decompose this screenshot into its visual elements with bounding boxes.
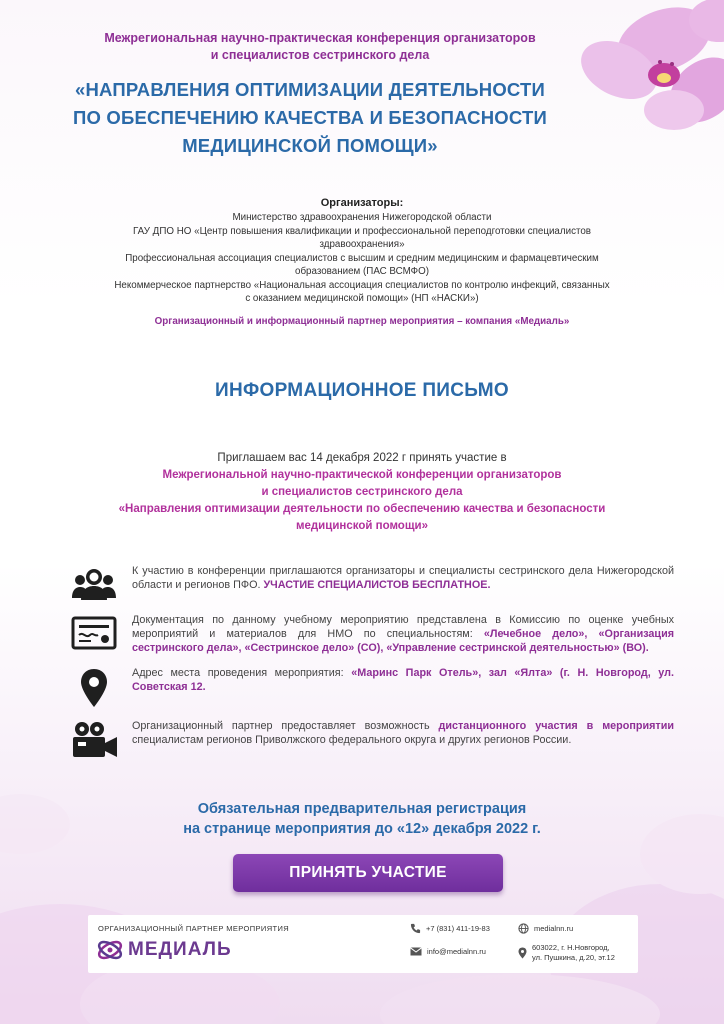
feature-item <box>66 719 674 759</box>
participate-button[interactable]: ПРИНЯТЬ УЧАСТИЕ <box>233 854 503 892</box>
conference-title-line: МЕДИЦИНСКОЙ ПОМОЩИ» <box>182 135 438 156</box>
invitation-conference-line: «Направления оптимизации деятельности по обеспечению качества и безопасности <box>118 503 606 515</box>
feature-text <box>122 719 674 747</box>
feature-item <box>66 613 674 655</box>
partner-caption: ОРГАНИЗАЦИОННЫЙ ПАРТНЕР МЕРОПРИЯТИЯ <box>98 924 290 933</box>
organizer-line: образованием (ПАС ВСМФО) <box>295 266 429 277</box>
conference-title <box>30 76 590 160</box>
invitation-conference-line: Межрегиональной научно-практической конференции организаторов <box>162 469 562 481</box>
address-pin-icon <box>518 947 527 959</box>
partner-footer <box>88 915 638 973</box>
organizer-line: здравоохранения» <box>319 239 405 250</box>
invitation-conference-line: и специалистов сестринского дела <box>261 486 463 498</box>
organizer-line: ГАУ ДПО НО «Центр повышения квалификации и профессиональной переподготовки специалистов <box>132 225 591 237</box>
phone-text: +7 (831) 411-19-83 <box>426 924 490 933</box>
organizers-heading: Организаторы: <box>320 197 404 209</box>
certificate-icon <box>66 613 122 651</box>
invitation-intro: Приглашаем вас 14 декабря 2022 г принять участие в <box>217 452 507 464</box>
invitation-conference-line: медицинской помощи» <box>295 520 428 532</box>
invitation-block <box>40 450 684 535</box>
feature-highlight: УЧАСТИЕ СПЕЦИАЛИСТОВ БЕСПЛАТНОЕ. <box>263 579 491 591</box>
footer-address <box>518 943 615 963</box>
letter-title: ИНФОРМАЦИОННОЕ ПИСЬМО <box>215 380 509 401</box>
feature-body: Организационный партнер предоставляет возможность <box>132 720 430 732</box>
mail-icon <box>410 947 422 956</box>
address-line: ул. Пушкина, д.20, эт.12 <box>532 953 615 962</box>
footer-website[interactable] <box>518 923 573 934</box>
conference-subtitle <box>40 30 600 64</box>
video-camera-icon <box>66 719 122 759</box>
feature-list <box>66 564 674 770</box>
feature-text <box>122 613 674 655</box>
address-text <box>532 943 615 963</box>
info-partner-line: Организационный и информационный партнер мероприятия – компания «Медиаль» <box>154 315 570 327</box>
feature-highlight: «Маринс Парк Отель», зал «Ялта» (г. Н. Новгород, ул. Советская 12. <box>132 667 675 693</box>
feature-item <box>66 666 674 708</box>
conference-subtitle-line: Межрегиональная научно-практическая конференция организаторов <box>104 31 536 45</box>
footer-email[interactable] <box>410 947 486 956</box>
email-text: info@medialnn.ru <box>427 947 486 956</box>
registration-note-line: на странице мероприятия до «12» декабря 2022 г. <box>183 821 541 837</box>
feature-text <box>122 666 674 694</box>
organizer-line: с оказанием медицинской помощи» (НП «НАСКИ») <box>245 293 479 304</box>
organizer-line: Профессиональная ассоциация специалистов с высшим и средним медицинским и фармацевтическим <box>125 252 599 264</box>
feature-body: Адрес места проведения мероприятия: <box>132 667 344 679</box>
conference-title-line: ПО ОБЕСПЕЧЕНИЮ КАЧЕСТВА И БЕЗОПАСНОСТИ <box>73 107 547 128</box>
feature-body: специалистам регионов Приволжского федерального округа и других регионов России. <box>132 734 572 746</box>
organizer-line: Министерство здравоохранения Нижегородской области <box>232 212 492 223</box>
organizer-line: Некоммерческое партнерство «Национальная ассоциация специалистов по контролю инфекций, связанных <box>114 279 610 291</box>
website-text: medialnn.ru <box>534 924 574 933</box>
address-line: 603022, г. Н.Новгород, <box>532 943 610 952</box>
organizers-block <box>50 197 674 327</box>
medial-logo-icon <box>96 936 124 964</box>
registration-note <box>0 799 724 839</box>
feature-item <box>66 564 674 602</box>
location-pin-icon <box>66 666 122 708</box>
footer-phone[interactable] <box>410 923 490 934</box>
feature-body: Документация по данному учебному мероприятию представлена в Комиссию по оценке учебных мероприятий и материалов для НМО по специальностям: <box>132 614 674 640</box>
feature-highlight: «Лечебное дело», «Организация сестринского дела», «Сестринское дело» (СО), «Управление сестринской деятельностью» (ВО). <box>132 628 675 654</box>
feature-body: К участию в конференции приглашаются организаторы и специалисты сестринского дела Нижегородской области и регионов ПФО. <box>132 565 674 591</box>
feature-highlight: дистанционного участия в мероприятии <box>438 720 674 732</box>
medial-logo-text: МЕДИАЛЬ <box>128 939 232 960</box>
conference-title-line: «НАПРАВЛЕНИЯ ОПТИМИЗАЦИИ ДЕЯТЕЛЬНОСТИ <box>74 79 546 100</box>
phone-icon <box>410 923 421 934</box>
conference-subtitle-line: и специалистов сестринского дела <box>210 48 430 62</box>
audience-icon <box>66 564 122 602</box>
globe-icon <box>518 923 529 934</box>
feature-text <box>122 564 674 592</box>
registration-note-line: Обязательная предварительная регистрация <box>197 801 527 817</box>
